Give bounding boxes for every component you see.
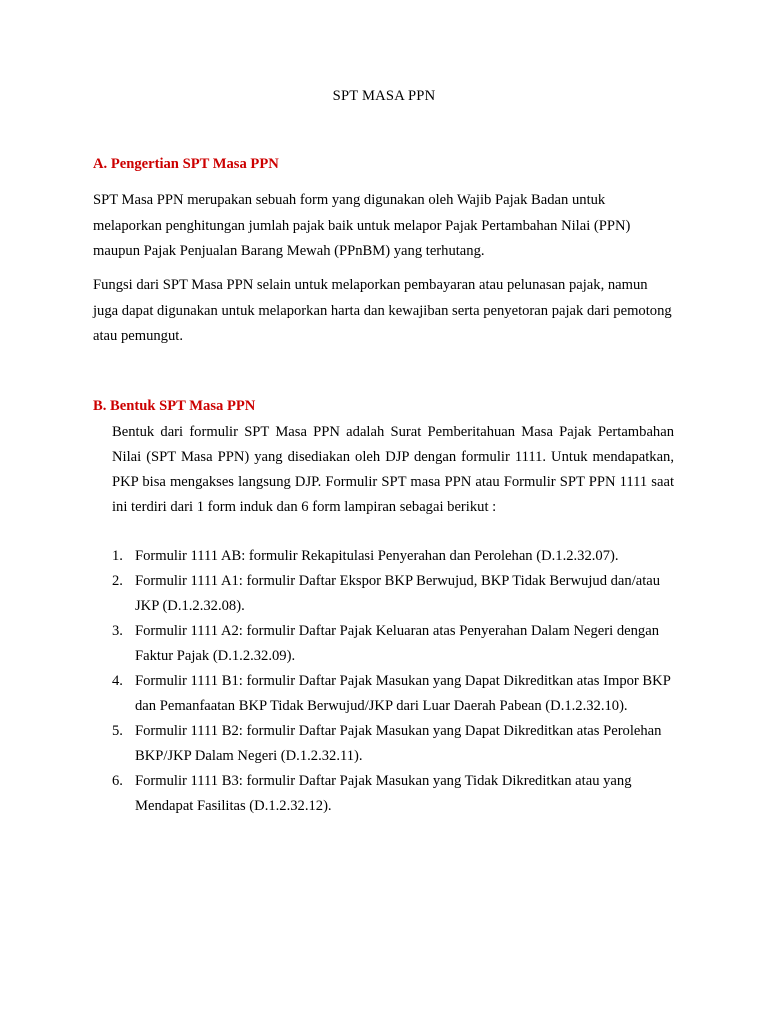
section-a-paragraph-1: SPT Masa PPN merupakan sebuah form yang digunakan oleh Wajib Pajak Badan untuk melaporkan penghitungan jumlah pajak baik untuk melapor Pajak Pertambahan Nilai (PPN) maupun Pajak Penjualan Barang Mewah (PPnBM) yang terhutang. [93, 192, 631, 259]
list-item-text: Formulir 1111 B1: formulir Daftar Pajak Masukan yang Dapat Dikreditkan atas Impor BKP dan Pemanfaatan BKP Tidak Berwujud/JKP dari Luar Daerah Pabean (D.1.2.32.10). [135, 673, 671, 714]
list-item-number: 2. [112, 573, 123, 589]
section-a-heading: A. Pengertian SPT Masa PPN [93, 156, 279, 172]
list-item [112, 769, 674, 819]
list-item-number: 4. [112, 673, 123, 689]
list-item-number: 5. [112, 723, 123, 739]
list-item [112, 669, 674, 719]
section-b-intro: Bentuk dari formulir SPT Masa PPN adalah Surat Pemberitahuan Masa Pajak Pertambahan Nilai (SPT Masa PPN) yang disediakan oleh DJP dengan formulir 1111. Untuk mendapatkan, PKP bisa mengakses langsung DJP. Formulir SPT masa PPN atau Formulir SPT PPN 1111 saat ini terdiri dari 1 form induk dan 6 form lampiran sebagai berikut : [112, 424, 674, 515]
list-item [112, 719, 674, 769]
list-item [112, 569, 674, 619]
list-item-text: Formulir 1111 B2: formulir Daftar Pajak Masukan yang Dapat Dikreditkan atas Perolehan BKP/JKP Dalam Negeri (D.1.2.32.11). [135, 723, 662, 764]
list-item-text: Formulir 1111 A2: formulir Daftar Pajak Keluaran atas Penyerahan Dalam Negeri dengan Faktur Pajak (D.1.2.32.09). [135, 623, 659, 664]
list-item [112, 544, 674, 569]
list-item-number: 1. [112, 548, 123, 564]
document-title: SPT MASA PPN [332, 88, 436, 104]
formulir-list [112, 544, 674, 819]
list-item-number: 6. [112, 773, 123, 789]
list-item [112, 619, 674, 669]
list-item-text: Formulir 1111 AB: formulir Rekapitulasi Penyerahan dan Perolehan (D.1.2.32.07). [135, 548, 619, 564]
list-item-number: 3. [112, 623, 123, 639]
section-b-heading: B. Bentuk SPT Masa PPN [93, 398, 256, 414]
list-item-text: Formulir 1111 B3: formulir Daftar Pajak Masukan yang Tidak Dikreditkan atau yang Mendapat Fasilitas (D.1.2.32.12). [135, 773, 632, 814]
list-item-text: Formulir 1111 A1: formulir Daftar Ekspor BKP Berwujud, BKP Tidak Berwujud dan/atau JKP (D.1.2.32.08). [135, 573, 661, 614]
section-a-paragraph-2: Fungsi dari SPT Masa PPN selain untuk melaporkan pembayaran atau pelunasan pajak, namun juga dapat digunakan untuk melaporkan harta dan kewajiban serta penyetoran pajak dari pemotong atau pemungut. [93, 277, 672, 344]
